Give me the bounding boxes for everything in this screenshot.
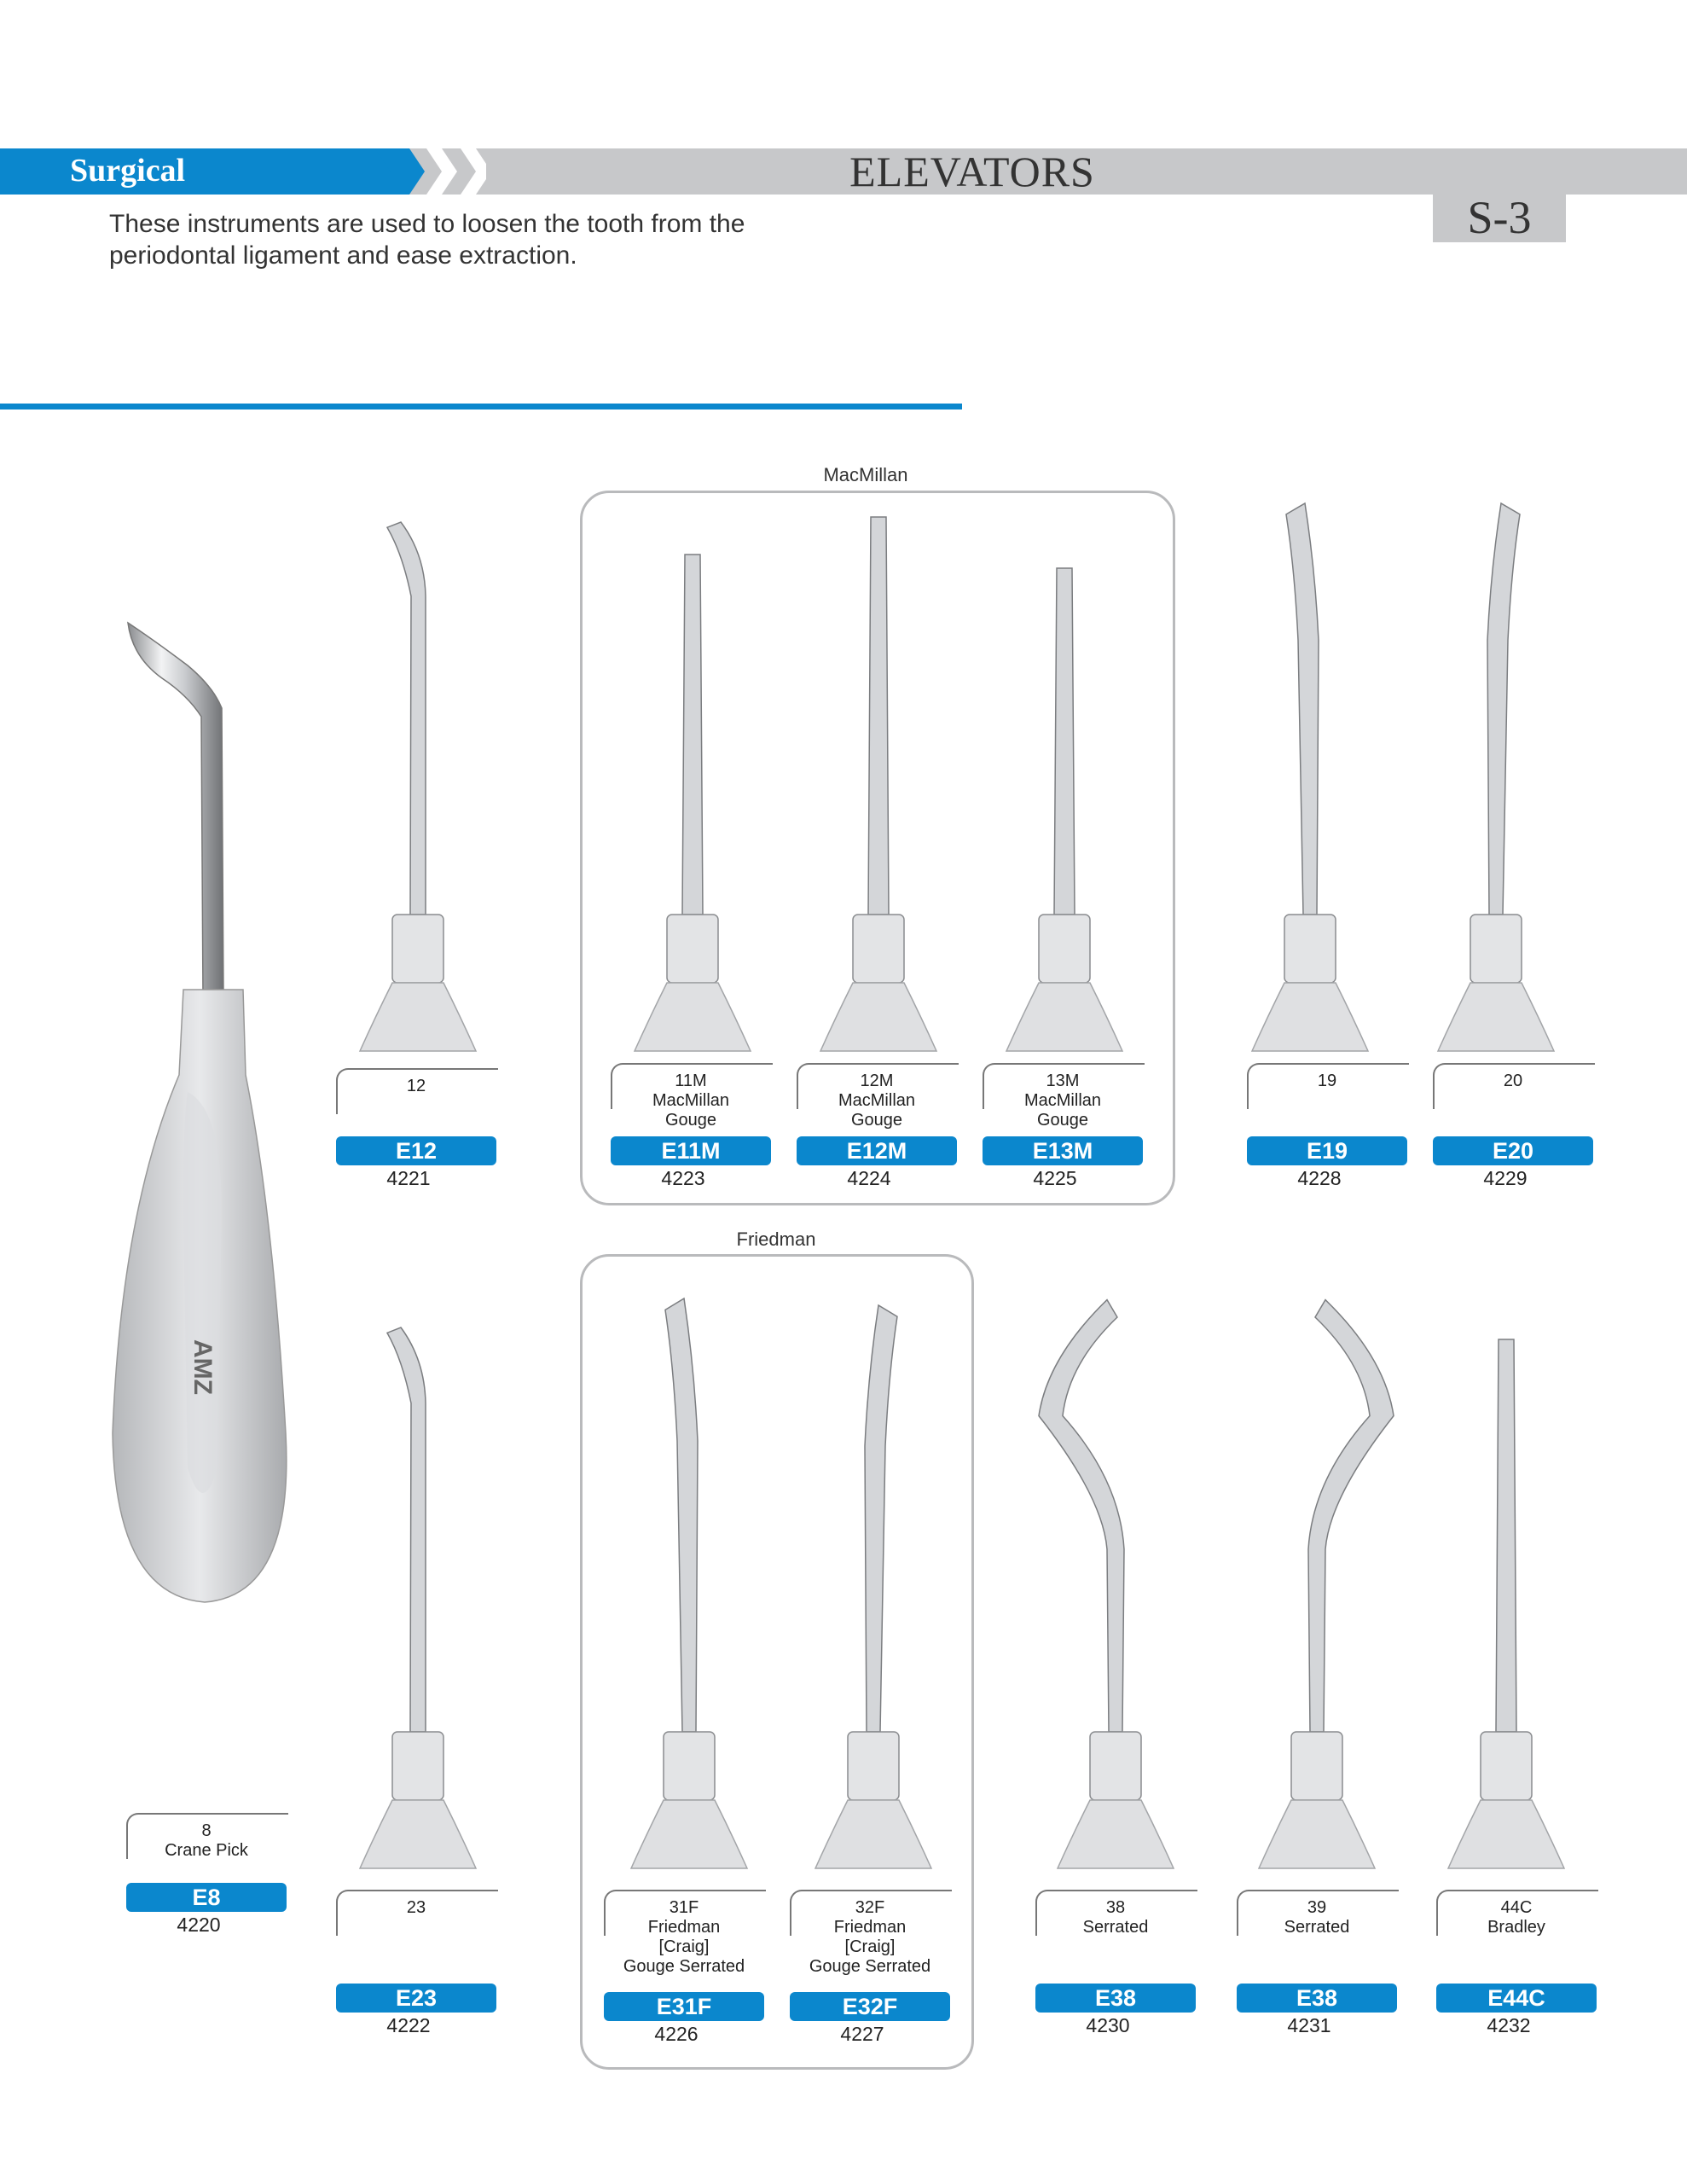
section-tab — [0, 148, 391, 195]
page-number: S-3 — [1467, 192, 1532, 243]
item-description: 44C Bradley — [1487, 1898, 1545, 1937]
item-catalog-number: 4225 — [1033, 1167, 1077, 1189]
instrument-image-e12m — [793, 517, 964, 1051]
section-label: Surgical — [70, 153, 186, 189]
item-description: 19 — [1317, 1072, 1337, 1090]
item-code-badge: E13M — [983, 1136, 1143, 1165]
item-catalog-number: 4226 — [654, 2023, 699, 2045]
brand-logo: AMZ — [188, 1339, 217, 1395]
divider-rule — [0, 404, 962, 410]
instrument-image-e44c — [1421, 1339, 1591, 1868]
item-code-badge: E44C — [1436, 1984, 1597, 2013]
item-catalog-number: 4221 — [386, 1167, 431, 1189]
item-description: 12 — [406, 1077, 426, 1095]
item-catalog-number: 4228 — [1297, 1167, 1342, 1189]
instrument-image-e31f — [604, 1298, 774, 1868]
item-description: 8 Crane Pick — [165, 1821, 248, 1860]
item-code-badge: E12 — [336, 1136, 496, 1165]
item-code-badge: E8 — [126, 1883, 287, 1912]
item-description: 23 — [406, 1898, 426, 1917]
item-description: 20 — [1503, 1072, 1523, 1090]
item-catalog-number: 4223 — [661, 1167, 705, 1189]
item-description: 38 Serrated — [1082, 1898, 1149, 1937]
item-description: 32F Friedman [Craig] Gouge Serrated — [809, 1898, 931, 1976]
item-catalog-number: 4230 — [1086, 2014, 1130, 2036]
instrument-image-e38b — [1232, 1288, 1402, 1868]
page-title: ELEVATORS — [849, 148, 1095, 195]
item-description: 31F Friedman [Craig] Gouge Serrated — [623, 1898, 745, 1976]
instrument-image-e8 — [102, 614, 307, 1621]
item-code-badge: E38 — [1237, 1984, 1397, 2013]
instrument-image-e23 — [333, 1327, 503, 1868]
item-catalog-number: 4232 — [1487, 2014, 1531, 2036]
page-description: These instruments are used to loosen the tooth from the periodontal ligament and ease extraction. — [109, 210, 745, 270]
instrument-image-e20 — [1411, 503, 1581, 1051]
item-code-badge: E12M — [797, 1136, 957, 1165]
item-code-badge: E11M — [611, 1136, 771, 1165]
item-code-badge: E38 — [1035, 1984, 1196, 2013]
item-description: 13M MacMillan Gouge — [1023, 1072, 1102, 1130]
group-label-macmillan: MacMillan — [823, 464, 908, 485]
item-code-badge: E19 — [1247, 1136, 1407, 1165]
chevron-icon — [375, 148, 486, 195]
item-catalog-number: 4222 — [386, 2014, 431, 2036]
item-catalog-number: 4227 — [840, 2023, 884, 2045]
instrument-image-e38a — [1030, 1288, 1201, 1868]
item-description: 11M MacMillan Gouge — [652, 1072, 730, 1130]
item-code-badge: E32F — [790, 1992, 950, 2021]
instrument-image-e19 — [1225, 503, 1395, 1051]
group-label-friedman: Friedman — [736, 1228, 816, 1250]
item-catalog-number: 4224 — [847, 1167, 891, 1189]
instrument-image-e13m — [979, 568, 1150, 1051]
instrument-image-e12 — [333, 522, 503, 1051]
item-description: 39 Serrated — [1284, 1898, 1350, 1937]
item-catalog-number: 4220 — [177, 1914, 221, 1936]
instrument-image-e32f — [788, 1305, 959, 1868]
instrument-image-e11m — [607, 555, 778, 1051]
item-code-badge: E20 — [1433, 1136, 1593, 1165]
item-catalog-number: 4229 — [1483, 1167, 1528, 1189]
item-description: 12M MacMillan Gouge — [838, 1072, 916, 1130]
item-code-badge: E31F — [604, 1992, 764, 2021]
item-catalog-number: 4231 — [1287, 2014, 1331, 2036]
item-code-badge: E23 — [336, 1984, 496, 2013]
header-bar-right — [1566, 148, 1687, 195]
